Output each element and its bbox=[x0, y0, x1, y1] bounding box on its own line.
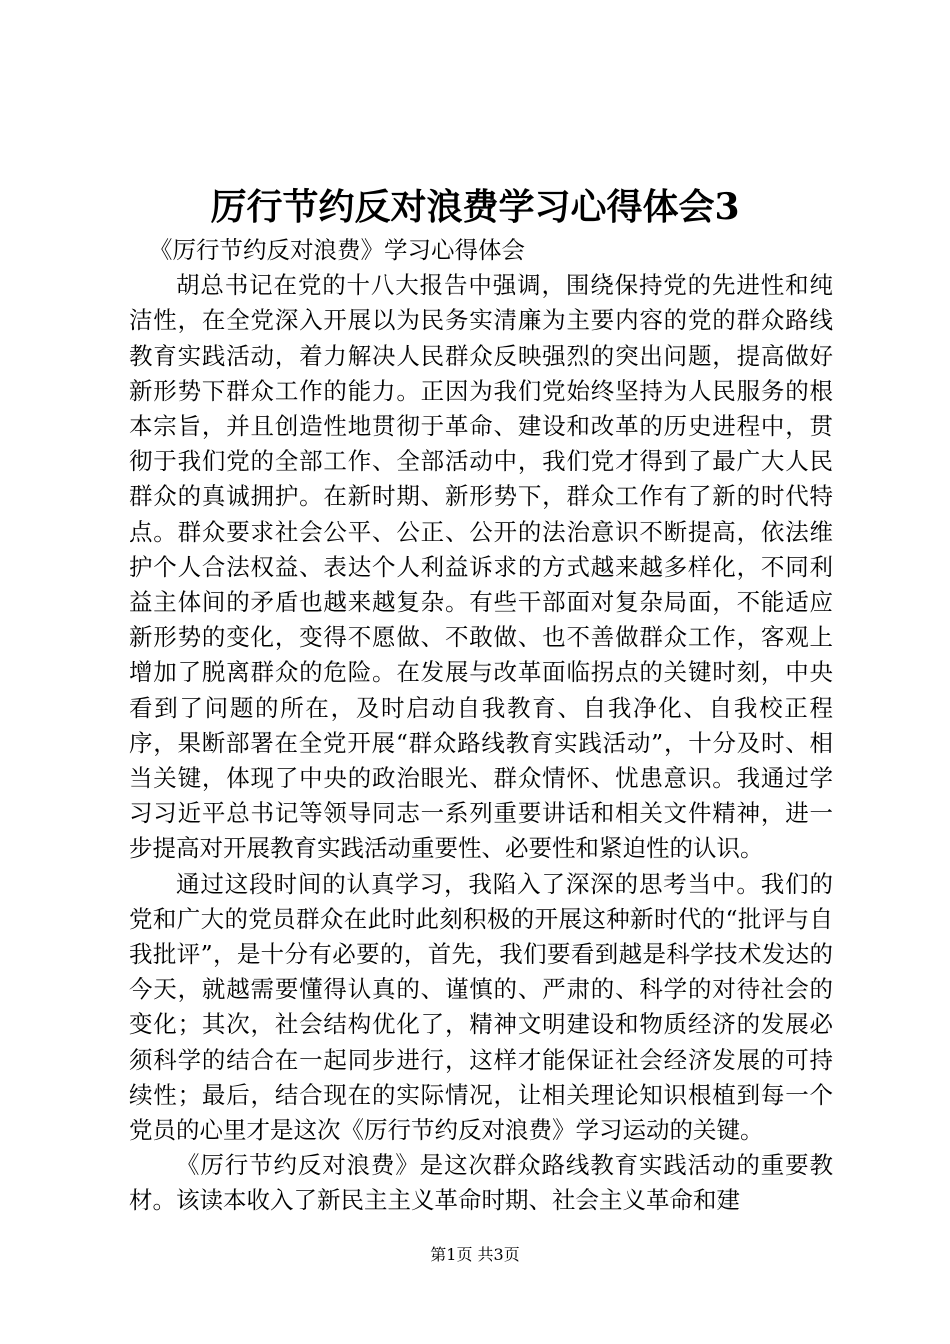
paragraph-3: 《厉行节约反对浪费》是这次群众路线教育实践活动的重要教材。该读本收入了新民主主义革命时期、社会主义革命和建 bbox=[129, 1151, 833, 1215]
page-number-footer: 第1页 共3页 bbox=[430, 1245, 520, 1264]
document-title: 厉行节约反对浪费学习心得体会3 bbox=[210, 186, 740, 228]
document-body bbox=[129, 233, 833, 1219]
paragraph-2: 通过这段时间的认真学习，我陷入了深深的思考当中。我们的党和广大的党员群众在此时此刻积极的开展这种新时代的“批评与自我批评”，是十分有必要的，首先，我们要看到越是科学技术发达的今天，就越需要懂得认真的、谨慎的、严肃的、科学的对待社会的变化；其次，社会结构优化了，精神文明建设和物质经济的发展必须科学的结合在一起同步进行，这样才能保证社会经济发展的可持续性；最后，结合现在的实际情况，让相关理论知识根植到每一个党员的心里才是这次《厉行节约反对浪费》学习运动的关键。 bbox=[129, 869, 833, 1145]
document-subtitle: 《厉行节约反对浪费》学习心得体会 bbox=[148, 236, 525, 264]
paragraph-1: 胡总书记在党的十八大报告中强调，围绕保持党的先进性和纯洁性，在全党深入开展以为民务实清廉为主要内容的党的群众路线教育实践活动，着力解决人民群众反映强烈的突出问题，提高做好新形势下群众工作的能力。正因为我们党始终坚持为人民服务的根本宗旨，并且创造性地贯彻于革命、建设和改革的历史进程中，贯彻于我们党的全部工作、全部活动中，我们党才得到了最广大人民群众的真诚拥护。在新时期、新形势下，群众工作有了新的时代特点。群众要求社会公平、公正、公开的法治意识不断提高，依法维护个人合法权益、表达个人利益诉求的方式越来越多样化，不同利益主体间的矛盾也越来越复杂。有些干部面对复杂局面，不能适应新形势的变化，变得不愿做、不敢做、也不善做群众工作，客观上增加了脱离群众的危险。在发展与改革面临拐点的关键时刻，中央看到了问题的所在，及时启动自我教育、自我净化、自我校正程序，果断部署在全党开展“群众路线教育实践活动”，十分及时、相当关键，体现了中央的政治眼光、群众情怀、忧患意识。我通过学习习近平总书记等领导同志一系列重要讲话和相关文件精神，进一步提高对开展教育实践活动重要性、必要性和紧迫性的认识。 bbox=[129, 271, 833, 863]
